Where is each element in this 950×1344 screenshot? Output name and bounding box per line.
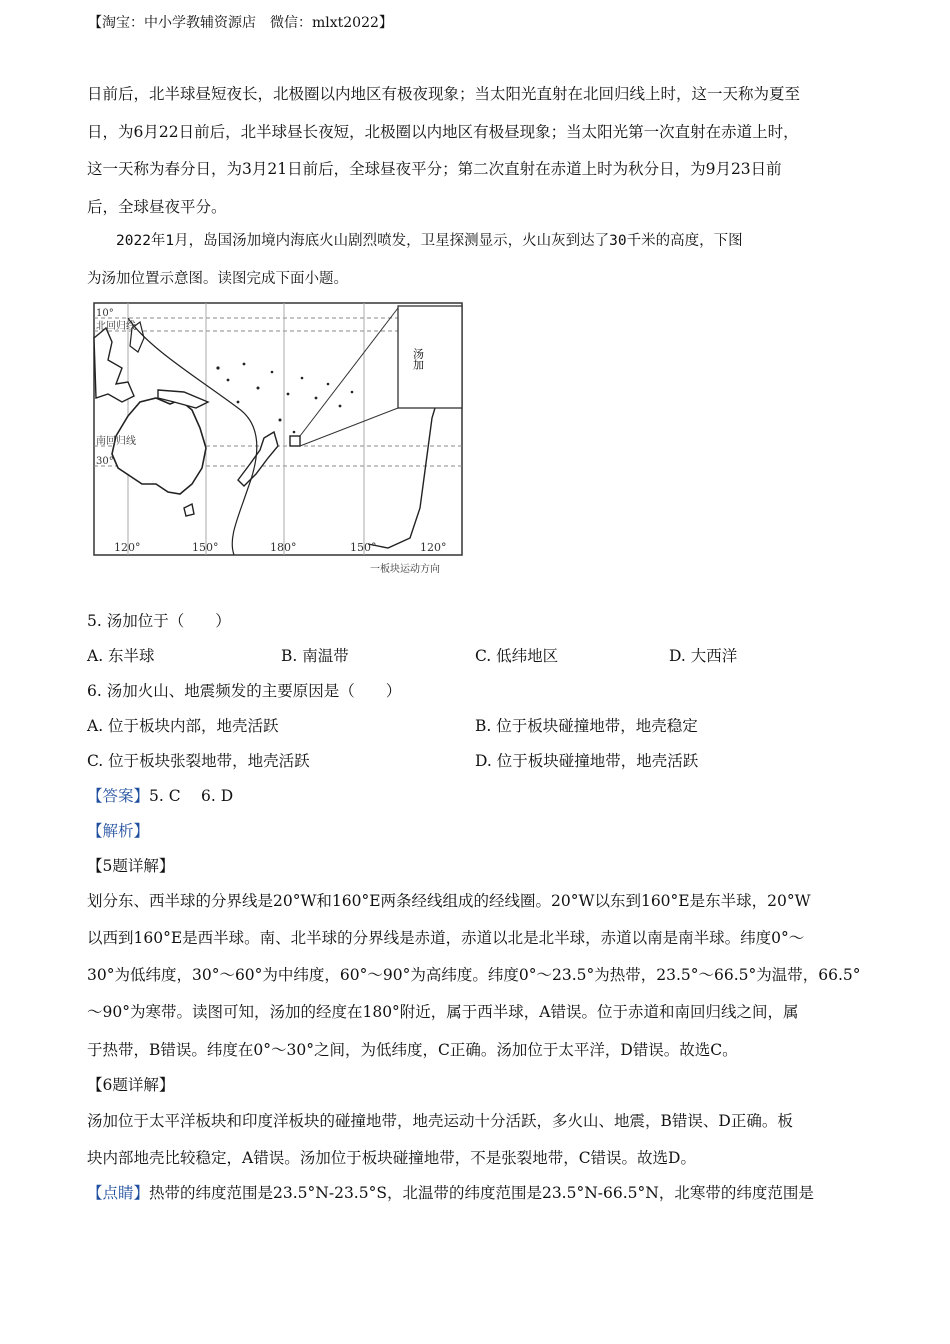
answer-tag: 【答案】: [87, 787, 150, 805]
map-figure: [88, 298, 472, 580]
lat-label: 南回归线: [96, 436, 136, 447]
answer-line: [87, 784, 862, 806]
detail-5-line: 划分东、西半球的分界线是20°W和160°E两条经线组成的经线圈。20°W以东到160°E是东半球，20°W: [87, 892, 811, 910]
tip-tag: 【点睛】: [87, 1184, 150, 1202]
passage-line: 为汤加位置示意图。读图完成下面小题。: [87, 271, 348, 287]
q6-option-c: C. 位于板块张裂地带，地壳活跃: [87, 752, 310, 770]
lon-label: 120°: [114, 541, 141, 554]
lon-label: 120°: [420, 541, 447, 554]
detail-5-line: 以西到160°E是西半球。南、北半球的分界线是赤道，赤道以北是北半球，赤道以南是南半球。纬度0°～: [87, 929, 805, 947]
q6-option-a: A. 位于板块内部，地壳活跃: [87, 717, 279, 735]
page-header: 【淘宝：中小学教辅资源店 微信：mlxt2022】: [88, 15, 393, 31]
detail-5-line: 30°为低纬度，30°～60°为中纬度，60°～90°为高纬度。纬度0°～23.5°为热带，23.5°～66.5°为温带，66.5°: [87, 966, 861, 984]
question-5-stem: 5. 汤加位于（ ）: [87, 612, 231, 630]
q6-option-d: D. 位于板块碰撞地带，地壳活跃: [475, 752, 699, 770]
intro-line: 后，全球昼夜平分。: [87, 198, 227, 216]
lon-label: 150°: [350, 541, 377, 554]
q5-option-a: A. 东半球: [87, 647, 155, 665]
passage-line: 2022年1月，岛国汤加境内海底火山剧烈喷发，卫星探测显示，火山灰到达了30千米的高度，下图: [87, 233, 743, 249]
detail-5-line: 于热带，B错误。纬度在0°～30°之间，为低纬度，C正确。汤加位于太平洋，D错误。故选C。: [87, 1041, 738, 1059]
detail-6-line: 汤加位于太平洋板块和印度洋板块的碰撞地带，地壳运动十分活跃，多火山、地震，B错误、D正确。板: [87, 1112, 793, 1130]
inset-frame: [398, 306, 462, 408]
lat-label: 30°: [96, 456, 114, 467]
answer-text: 5. C 6. D: [149, 787, 234, 805]
detail-6-tag: 【6题详解】: [87, 1076, 175, 1094]
analysis-tag: 【解析】: [87, 822, 150, 840]
detail-5-tag: 【5题详解】: [87, 857, 175, 875]
question-6-stem: 6. 汤加火山、地震频发的主要原因是（ ）: [87, 682, 402, 700]
tip-text: 热带的纬度范围是23.5°N-23.5°S，北温带的纬度范围是23.5°N-66.5°N，北寒带的纬度范围是: [149, 1184, 814, 1202]
lon-label: 150°: [192, 541, 219, 554]
detail-5-line: ～90°为寒带。读图可知，汤加的经度在180°附近，属于西半球，A错误。位于赤道和南回归线之间，属: [87, 1003, 799, 1021]
lon-label: 180°: [270, 541, 297, 554]
detail-6-line: 块内部地壳比较稳定，A错误。汤加位于板块碰撞地带，不是张裂地带，C错误。故选D。: [87, 1149, 696, 1167]
tonga-location-map: [88, 298, 472, 580]
map-legend: 一板块运动方向: [370, 564, 440, 575]
q6-option-b: B. 位于板块碰撞地带，地壳稳定: [475, 717, 698, 735]
lat-label: 10°: [96, 308, 114, 319]
intro-line: 这一天称为春分日，为3月21日前后，全球昼夜平分；第二次直射在赤道上时为秋分日，为9月23日前: [87, 160, 782, 178]
q5-option-c: C. 低纬地区: [475, 647, 559, 665]
tip-line: [87, 1181, 862, 1203]
q5-option-d: D. 大西洋: [669, 647, 738, 665]
lat-label: 北回归线: [96, 321, 136, 332]
inset-label: 汤加: [411, 348, 425, 370]
intro-line: 日前后，北半球昼短夜长，北极圈以内地区有极夜现象；当太阳光直射在北回归线上时，这一天称为夏至: [87, 85, 801, 103]
intro-line: 日，为6月22日前后，北半球昼长夜短，北极圈以内地区有极昼现象；当太阳光第一次直射在赤道上时，: [87, 123, 799, 141]
q5-option-b: B. 南温带: [281, 647, 349, 665]
